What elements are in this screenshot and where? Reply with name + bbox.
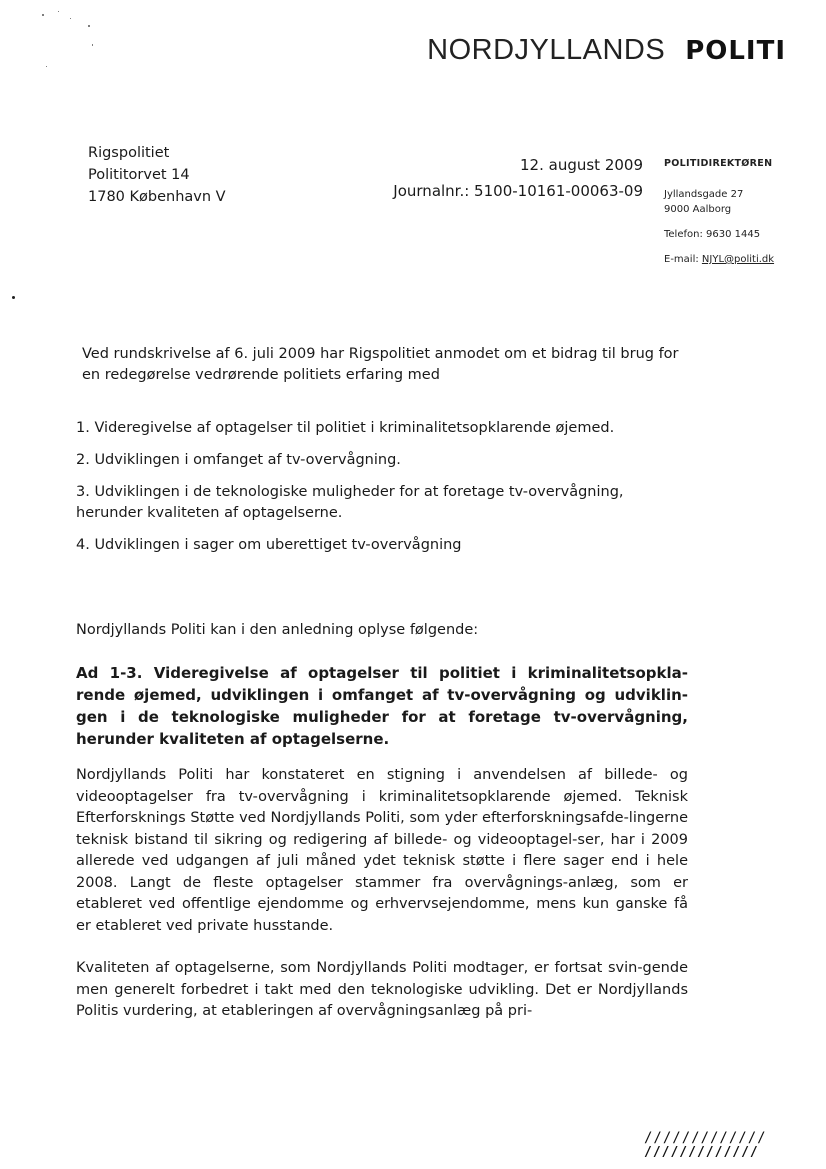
scan-speck bbox=[42, 14, 44, 16]
scan-speck bbox=[12, 296, 15, 299]
sender-phone: Telefon: 9630 1445 bbox=[664, 229, 761, 240]
logo-name-bold: POLITI bbox=[685, 36, 786, 66]
scan-speck bbox=[46, 66, 47, 67]
logo-name-light: NORDJYLLANDS bbox=[427, 34, 666, 66]
list-item: 2. Udviklingen i omfanget af tv-overvågning. bbox=[76, 452, 401, 468]
list-item: 1. Videregivelse af optagelser til politiet i kriminalitetsopklarende øjemed. bbox=[76, 420, 615, 436]
recipient-line: Polititorvet 14 bbox=[88, 167, 190, 183]
intro-paragraph: Ved rundskrivelse af 6. juli 2009 har Rigspolitiet anmodet om et bidrag til brug for en redegørelse vedrørende politiets erfaring med bbox=[82, 346, 679, 383]
barcode-row: ///////////// bbox=[644, 1145, 759, 1160]
sender-block bbox=[664, 156, 804, 267]
sender-title: POLITIDIREKTØREN bbox=[664, 158, 773, 169]
barcode bbox=[644, 1130, 767, 1160]
list-item: 3. Udviklingen i de teknologiske muligheder for at foretage tv-overvågning, herunder kvaliteten af optagelserne. bbox=[76, 484, 624, 521]
section-heading: Ad 1-3. Videregivelse af optagelser til politiet i kriminalitetsopkla-rende øjemed, udviklingen i omfanget af tv-overvågning og udviklin-gen i de teknologiske muligheder for at foretage tv-overvågning, herunder kvaliteten af optagelserne. bbox=[76, 664, 688, 748]
scan-speck bbox=[92, 44, 93, 46]
police-logo bbox=[427, 34, 786, 67]
scan-speck bbox=[58, 11, 59, 12]
scan-speck bbox=[70, 18, 71, 19]
letter-date: 12. august 2009 bbox=[520, 156, 643, 174]
statement-paragraph: Nordjyllands Politi kan i den anledning oplyse følgende: bbox=[76, 622, 479, 638]
sender-street: Jyllandsgade 27 bbox=[664, 189, 744, 200]
body-paragraph: Nordjyllands Politi har konstateret en stigning i anvendelsen af billede- og videooptagelser fra tv-overvågning i kriminalitetsopklarende øjemed. Teknisk Efterforsknings Støtte ved Nordjyllands Politi, som yder efterforskningsafde-lingerne teknisk bistand til sikring og redigering af billede- og videooptagel-ser, har i 2009 allerede ved udgangen af juli måned ydet teknisk støtte i flere sager end i hele 2008. Langt de fleste optagelser stammer fra overvågnings-anlæg, som er etableret ved offentlige ejendomme og erhvervsejendomme, mens kun ganske få er etableret ved private husstande. bbox=[76, 767, 688, 934]
list-item: 4. Udviklingen i sager om uberettiget tv-overvågning bbox=[76, 537, 462, 553]
recipient-line: Rigspolitiet bbox=[88, 145, 170, 161]
sender-email-label: E-mail: bbox=[664, 254, 702, 265]
journal-number: Journalnr.: 5100-10161-00063-09 bbox=[393, 182, 643, 200]
sender-email-row bbox=[664, 252, 804, 267]
body-paragraph: Kvaliteten af optagelserne, som Nordjyllands Politi modtager, er fortsat svin-gende men generelt forbedret i takt med den teknologiske udvikling. Det er Nordjyllands Politis vurdering, at etableringen af overvågningsanlæg på pri- bbox=[76, 960, 688, 1019]
request-list bbox=[76, 418, 688, 567]
letter-meta bbox=[393, 152, 643, 204]
sender-city: 9000 Aalborg bbox=[664, 204, 732, 215]
scan-speck bbox=[88, 25, 90, 27]
recipient-line: 1780 København V bbox=[88, 189, 226, 205]
sender-email-link[interactable]: NJYL@politi.dk bbox=[701, 254, 775, 265]
recipient-address bbox=[88, 142, 226, 208]
barcode-row: ///////////// bbox=[644, 1130, 767, 1146]
